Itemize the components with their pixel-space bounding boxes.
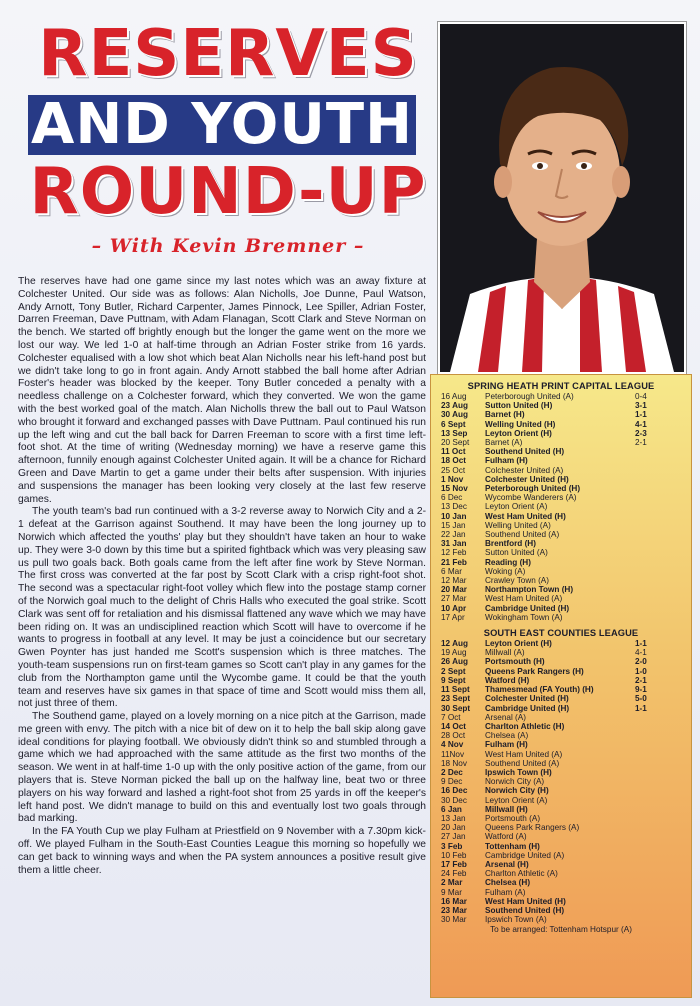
fixture-score — [635, 713, 675, 722]
fixture-score — [635, 777, 675, 786]
fixture-row — [431, 475, 691, 484]
fixture-score: 4-1 — [635, 419, 647, 429]
fixture-date: 17 Feb — [441, 859, 467, 869]
fixture-opponent: Peterborough United (H) — [485, 484, 581, 494]
fixture-opponent: Ipswich Town (A) — [485, 915, 547, 925]
fixture-date: 28 Oct — [441, 731, 466, 741]
counties-league-list — [431, 639, 691, 924]
fixture-score — [635, 897, 675, 906]
fixture-score: 2-3 — [635, 428, 647, 438]
fixture-opponent: Portsmouth (A) — [485, 813, 541, 823]
fixture-row — [431, 777, 691, 786]
fixture-opponent: Chelsea (H) — [485, 878, 531, 888]
fixture-opponent: Fulham (H) — [485, 456, 528, 466]
fixture-opponent: Welling United (A) — [485, 520, 551, 530]
fixture-row — [431, 438, 691, 447]
fixture-row — [431, 521, 691, 530]
fixture-date: 17 Apr — [441, 612, 465, 622]
fixture-score — [635, 878, 675, 887]
fixture-opponent: Arsenal (H) — [485, 859, 529, 869]
fixture-row — [431, 860, 691, 869]
fixture-score — [635, 447, 675, 456]
fixture-row — [431, 539, 691, 548]
fixture-date: 11Nov — [441, 749, 465, 759]
fixture-row — [431, 694, 691, 703]
fixture-score: 1-1 — [635, 639, 647, 649]
fixture-score — [635, 823, 675, 832]
fixture-score — [635, 869, 675, 878]
fixture-score: 9-1 — [635, 685, 647, 695]
fixture-opponent: Southend United (A) — [485, 758, 560, 768]
fixture-opponent: Peterborough United (A) — [485, 392, 574, 401]
capital-league-title: SPRING HEATH PRINT CAPITAL LEAGUE — [467, 381, 655, 391]
fixture-row — [431, 685, 691, 694]
fixture-opponent: Fulham (H) — [485, 740, 528, 750]
fixture-date: 2 Sept — [441, 666, 466, 676]
fixture-opponent: Northampton Town (H) — [485, 585, 574, 595]
fixture-date: 11 Oct — [441, 447, 466, 457]
fixture-opponent: Tottenham (H) — [485, 841, 540, 851]
fixture-opponent: West Ham United (A) — [485, 594, 563, 604]
fixture-date: 6 Mar — [441, 566, 462, 576]
fixture-opponent: Leyton Orient (A) — [485, 795, 548, 805]
fixture-date: 1 Nov — [441, 474, 464, 484]
fixture-opponent: Cambridge United (H) — [485, 603, 570, 613]
fixture-opponent: Crawley Town (A) — [485, 576, 549, 586]
fixture-date: 12 Aug — [441, 639, 468, 649]
fixture-score — [635, 521, 675, 530]
fixture-opponent: Leyton Orient (A) — [485, 502, 548, 512]
fixture-date: 30 Dec — [441, 795, 467, 805]
fixture-row — [431, 786, 691, 795]
fixture-row — [431, 676, 691, 685]
fixture-score — [635, 906, 675, 915]
fixture-date: 26 Aug — [441, 657, 468, 667]
fixture-row — [431, 401, 691, 410]
fixture-opponent: Portsmouth (H) — [485, 657, 545, 667]
fixture-date: 6 Dec — [441, 493, 463, 503]
fixture-opponent: Leyton Orient (H) — [485, 428, 552, 438]
fixture-date: 21 Feb — [441, 557, 467, 567]
fixture-row — [431, 667, 691, 676]
article-paragraph: In the FA Youth Cup we play Fulham at Priestfield on 9 November with a 7.30pm kick-off. We played Fulham in the South-East Counties League this morning so hopefully we can get back to winning ways and when the PA system announces a positive result give them a little cheer. — [18, 826, 426, 876]
fixture-score — [635, 530, 675, 539]
fixture-opponent: Cambridge United (A) — [485, 850, 565, 860]
fixture-score — [635, 456, 675, 465]
fixture-date: 20 Jan — [441, 823, 466, 833]
fixture-date: 23 Mar — [441, 905, 467, 915]
fixture-date: 10 Feb — [441, 850, 467, 860]
fixture-score — [635, 805, 675, 814]
fixture-score — [635, 796, 675, 805]
fixture-date: 3 Feb — [441, 841, 463, 851]
fixture-date: 6 Sept — [441, 419, 466, 429]
fixture-date: 9 Sept — [441, 675, 466, 685]
fixture-row — [431, 657, 691, 666]
fixture-row — [431, 456, 691, 465]
byline: – With Kevin Bremner – — [91, 235, 365, 257]
fixture-score: 2-1 — [635, 438, 647, 448]
fixture-row — [431, 548, 691, 557]
fixture-score: 2-0 — [635, 657, 647, 667]
fixture-date: 18 Oct — [441, 456, 467, 466]
article-paragraph: The Southend game, played on a lovely morning on a nice pitch at the Garrison, made me green with envy. The pitch with a nice bit of dew on it to help the ball skip along gave ideal conditions for playing football. We obviously didn't think so and stumbled through a game which we had approached with the same attitude as the first two months of the season. We went in at half-time 1-0 up with the only positive action of the game, from our players that is. Steve Norman picked the ball up on the halfway line, beat two or three players on his way forward and lashed a right-foot shot from 25 yards in off the keeper's left hand post. We didn't manage to build on this and eventually lost two goals through bad marking. — [18, 711, 426, 825]
fixture-row — [431, 512, 691, 521]
article-body — [18, 276, 426, 991]
fixture-opponent: West Ham United (A) — [485, 749, 563, 759]
fixture-date: 9 Mar — [441, 887, 462, 897]
fixture-date: 13 Dec — [441, 502, 467, 512]
fixture-opponent: Barnet (A) — [485, 438, 523, 448]
fixture-score — [635, 585, 675, 594]
fixture-score — [635, 860, 675, 869]
fixture-row — [431, 604, 691, 613]
fixture-date: 14 Oct — [441, 721, 467, 731]
headline-line1: RESERVES — [38, 17, 418, 91]
fixture-date: 6 Jan — [441, 804, 462, 814]
fixture-row — [431, 897, 691, 906]
fixture-row — [431, 639, 691, 648]
fixture-date: 30 Mar — [441, 915, 467, 925]
fixture-score: 5-0 — [635, 694, 647, 704]
fixture-opponent: Millwall (H) — [485, 804, 528, 814]
fixture-opponent: Sutton United (H) — [485, 401, 553, 411]
fixture-row — [431, 805, 691, 814]
fixture-opponent: Charlton Athletic (A) — [485, 869, 558, 879]
fixture-opponent: Watford (H) — [485, 675, 530, 685]
fixture-score — [635, 786, 675, 795]
fixture-row — [431, 648, 691, 657]
fixture-date: 15 Jan — [441, 520, 466, 530]
fixture-opponent: Norwich City (H) — [485, 786, 549, 796]
fixture-score: 3-1 — [635, 401, 647, 411]
fixture-row — [431, 466, 691, 475]
fixture-score — [635, 915, 675, 924]
fixture-opponent: Colchester United (H) — [485, 474, 569, 484]
fixture-score — [635, 512, 675, 521]
fixture-date: 13 Sep — [441, 428, 468, 438]
fixture-row — [431, 731, 691, 740]
fixture-row — [431, 429, 691, 438]
fixture-opponent: Brentford (H) — [485, 539, 536, 549]
fixture-date: 15 Nov — [441, 484, 468, 494]
fixture-score — [635, 484, 675, 493]
fixture-date: 10 Apr — [441, 603, 467, 613]
portrait-illustration — [440, 24, 684, 372]
fixture-opponent: West Ham United (H) — [485, 896, 566, 906]
fixture-opponent: Cambridge United (H) — [485, 703, 570, 713]
fixture-row — [431, 558, 691, 567]
fixture-date: 12 Mar — [441, 576, 467, 586]
fixture-row — [431, 823, 691, 832]
fixture-date: 16 Mar — [441, 896, 467, 906]
fixture-opponent: Watford (A) — [485, 832, 527, 842]
fixture-score — [635, 842, 675, 851]
fixture-opponent: Queens Park Rangers (H) — [485, 666, 584, 676]
fixture-date: 22 Jan — [441, 530, 466, 540]
fixture-row — [431, 410, 691, 419]
fixture-score — [635, 888, 675, 897]
fixture-score — [635, 548, 675, 557]
fixture-opponent: Queens Park Rangers (A) — [485, 823, 580, 833]
fixture-opponent: Norwich City (A) — [485, 777, 545, 787]
fixture-opponent: Arsenal (A) — [485, 712, 526, 722]
article-paragraph: The youth team's bad run continued with a 3-2 reverse away to Norwich City and a 2-1 defeat at the Garrison against Southend. It may have been the long journey up to Norwich which affected the youths' play but they shouldn't have taken an hour to wake up. They were 3-0 down by this time but a spirited fightback which was very pleasing saw us pull two goals back. Both goals came from the left after fine work by Steve Norman. The first cross was converted at the far post by Scott Clark with a crisp right-foot shot. The second was a spectacular right-foot volley which flew into the postage stamp corner of the Norwich goal much to the delight of Chris Halls who executed the goal strike. Scott Clark was sent off for retaliation and his dismissal flattened any wave which we may have been riding on. It was an undisciplined reaction which Scott will have to overcome if he wants to progress in football at any level. It may be just a coincidence but our secretary Gwen Poynter has just handed me Scott's suspension which is three matches. The youth-team suspensions run on first-team games so Scott can't play in any games for the club from the Northampton game until the Wycombe game. It could be that the youth team and reserves have six games in that space of time and Scott would miss them all, not just three of them. — [18, 506, 426, 710]
fixture-score: 1-1 — [635, 703, 647, 713]
fixture-date: 25 Oct — [441, 465, 466, 475]
fixture-opponent: Wokingham Town (A) — [485, 612, 563, 622]
fixture-date: 23 Aug — [441, 401, 468, 411]
fixture-score — [635, 576, 675, 585]
fixture-score — [635, 613, 675, 622]
headline-line3: ROUND-UP — [29, 155, 427, 229]
fixture-score: 0-4 — [635, 392, 647, 401]
fixture-opponent: Ipswich Town (H) — [485, 767, 552, 777]
fixture-score: 1-0 — [635, 666, 647, 676]
fixture-date: 13 Jan — [441, 813, 466, 823]
fixture-row — [431, 878, 691, 887]
fixture-row — [431, 594, 691, 603]
headline-line2: AND YOUTH — [31, 92, 413, 157]
fixture-row — [431, 722, 691, 731]
fixture-score — [635, 750, 675, 759]
fixture-date: 30 Aug — [441, 410, 468, 420]
player-photo — [438, 22, 686, 374]
fixture-opponent: Southend United (H) — [485, 905, 565, 915]
fixture-row — [431, 530, 691, 539]
fixture-date: 31 Jan — [441, 539, 467, 549]
fixture-opponent: Colchester United (H) — [485, 694, 569, 704]
fixture-opponent: Southend United (A) — [485, 530, 560, 540]
fixture-date: 16 Dec — [441, 786, 468, 796]
fixture-date: 19 Aug — [441, 648, 467, 658]
fixture-opponent: Thamesmead (FA Youth) (H) — [485, 685, 594, 695]
fixture-score — [635, 493, 675, 502]
fixture-score — [635, 722, 675, 731]
fixture-date: 2 Dec — [441, 767, 463, 777]
fixture-score — [635, 502, 675, 511]
fixture-opponent: Charlton Athletic (H) — [485, 721, 565, 731]
fixture-date: 11 Sept — [441, 685, 470, 695]
fixture-score — [635, 832, 675, 841]
fixture-row — [431, 768, 691, 777]
fixture-row — [431, 713, 691, 722]
fixture-row — [431, 750, 691, 759]
fixture-row — [431, 759, 691, 768]
fixture-opponent: Fulham (A) — [485, 887, 526, 897]
fixture-row — [431, 447, 691, 456]
fixture-row — [431, 832, 691, 841]
fixture-score — [635, 558, 675, 567]
fixture-score — [635, 466, 675, 475]
fixture-opponent: Millwall (A) — [485, 648, 525, 658]
fixture-score — [635, 567, 675, 576]
fixtures-footnote: To be arranged: Tottenham Hotspur (A) — [490, 925, 632, 935]
fixture-score — [635, 759, 675, 768]
fixture-opponent: Welling United (H) — [485, 419, 556, 429]
fixture-date: 20 Mar — [441, 585, 467, 595]
fixture-date: 30 Sept — [441, 703, 471, 713]
fixture-row — [431, 851, 691, 860]
fixture-opponent: Wycombe Wanderers (A) — [485, 493, 577, 503]
fixture-row — [431, 704, 691, 713]
fixture-row — [431, 502, 691, 511]
fixture-score — [635, 594, 675, 603]
fixture-row — [431, 484, 691, 493]
article-paragraph: The reserves have had one game since my last notes which was an away fixture at Colchester United. Our side was as follows: Alan Nicholls, Joe Dunne, Paul Watson, Andy Arnott, Tony Butler, Richard Carpenter, James Pinnock, Lee Spiller, Adrian Foster, Darren Freeman, Dave Puttnam, with Adam Flanagan, Scott Clark and Steve Norman on the bench. We started off brightly enough but the longer the game went on the more we lost our way. We led 1-0 at half-time through an Adrian Foster strike from 16 yards. Colchester equalised with a low shot which beat Alan Nicholls near his left-hand post but we didn't take long to go in front again. Andy Arnott stabbed the ball home after Adrian Foster's header was blocked by the keeper. Tony Butler conceded a penalty with a needless challenge on a Colchester forward, which they converted. We won the game with the best worked goal of the match. Alan Nicholls threw the ball out to Paul Watson who brought it forward and exchanged passes with Dave Puttnam. Paul continued his run up the left wing and cut the ball back for Darren Freeman to score with a first time left-foot shot. At the time of writing (Wednesday morning) we have a reserve game this afternoon, funnily enough against Colchester United again. It will be a chance for Richard Green and Dave Martin to get a game under their belts after suspension. With injuries and suspensions the manager has been looking very closely at the last few reserve games. — [18, 276, 426, 505]
fixture-date: 12 Feb — [441, 548, 467, 558]
fixture-row — [431, 906, 691, 915]
fixture-score: 2-1 — [635, 675, 647, 685]
fixture-date: 20 Sept — [441, 438, 470, 448]
fixture-date: 27 Jan — [441, 832, 466, 842]
fixture-score — [635, 740, 675, 749]
fixture-date: 24 Feb — [441, 869, 467, 879]
counties-league-title: SOUTH EAST COUNTIES LEAGUE — [483, 628, 639, 639]
fixture-date: 2 Mar — [441, 878, 463, 888]
fixture-opponent: Chelsea (A) — [485, 731, 529, 741]
fixture-opponent: Reading (H) — [485, 557, 531, 567]
fixture-row — [431, 576, 691, 585]
fixture-score: 4-1 — [635, 648, 647, 658]
fixture-score — [635, 814, 675, 823]
fixture-row — [431, 613, 691, 622]
capital-league-list — [431, 392, 691, 622]
fixtures-panel — [430, 374, 692, 998]
fixture-row — [431, 796, 691, 805]
fixture-date: 23 Sept — [441, 694, 471, 704]
fixture-row — [431, 392, 691, 401]
fixture-score — [635, 539, 675, 548]
fixture-opponent: West Ham United (H) — [485, 511, 566, 521]
fixture-score — [635, 731, 675, 740]
fixture-row — [431, 814, 691, 823]
fixture-score — [635, 604, 675, 613]
fixture-opponent: Southend United (H) — [485, 447, 565, 457]
fixture-row — [431, 869, 691, 878]
fixture-score — [635, 851, 675, 860]
fixture-opponent: Barnet (H) — [485, 410, 525, 420]
fixture-row — [431, 585, 691, 594]
fixture-date: 27 Mar — [441, 594, 467, 604]
fixture-row — [431, 842, 691, 851]
fixture-opponent: Woking (A) — [485, 566, 526, 576]
fixture-row — [431, 493, 691, 502]
fixture-score — [635, 768, 675, 777]
fixture-score — [635, 475, 675, 484]
fixture-date: 7 Oct — [441, 712, 461, 722]
fixture-date: 18 Nov — [441, 758, 467, 768]
fixture-date: 10 Jan — [441, 511, 467, 521]
fixture-row — [431, 915, 691, 924]
fixture-date: 4 Nov — [441, 740, 464, 750]
fixture-score: 1-1 — [635, 410, 647, 420]
fixture-opponent: Sutton United (A) — [485, 548, 548, 558]
fixture-row — [431, 420, 691, 429]
fixture-row — [431, 740, 691, 749]
fixture-row — [431, 888, 691, 897]
fixture-date: 9 Dec — [441, 777, 463, 787]
fixture-row — [431, 567, 691, 576]
fixture-opponent: Leyton Orient (H) — [485, 639, 552, 649]
fixture-date: 16 Aug — [441, 392, 467, 401]
fixture-opponent: Colchester United (A) — [485, 465, 564, 475]
